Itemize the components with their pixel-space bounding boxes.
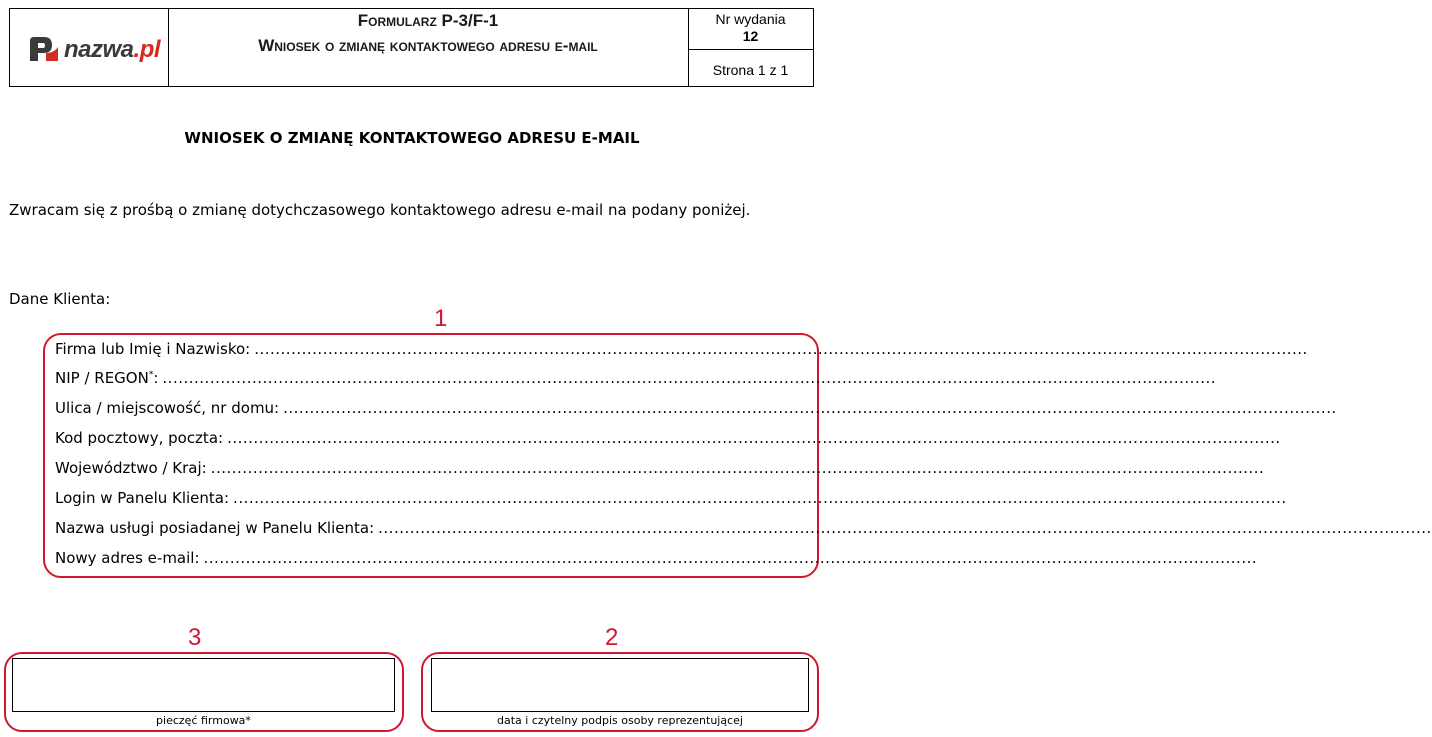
form-header	[9, 8, 814, 87]
field-label: Nazwa usługi posiadanej w Panelu Klienta:	[55, 519, 375, 537]
field-company-name[interactable]	[55, 340, 1308, 362]
edition-number: 12	[742, 28, 759, 44]
field-service-name[interactable]	[55, 519, 1432, 541]
dotted-line: ........................................................................................................................................................................................................	[203, 549, 1258, 567]
dotted-line: ........................................................................................................................................................................................................	[378, 519, 1432, 537]
form-title: Wniosek o zmianę kontaktowego adresu e-mail	[258, 36, 598, 55]
document-title: WNIOSEK O ZMIANĘ KONTAKTOWEGO ADRESU E-MAIL	[184, 129, 640, 147]
field-street-city[interactable]	[55, 399, 1337, 421]
dotted-line: ........................................................................................................................................................................................................	[233, 489, 1287, 507]
client-data-label: Dane Klienta:	[9, 290, 111, 308]
footnote-mark: *	[148, 370, 154, 380]
page-number: Strona 1 z 1	[712, 62, 789, 78]
form-code: Formularz P-3/F-1	[357, 11, 499, 30]
dotted-line: ........................................................................................................................................................................................................	[210, 459, 1265, 477]
field-label: Login w Panelu Klienta:	[55, 489, 230, 507]
edition-box	[688, 9, 813, 50]
dotted-line: ........................................................................................................................................................................................................	[254, 340, 1308, 358]
signature-caption: data i czytelny podpis osoby reprezentującej	[497, 714, 743, 727]
field-panel-login[interactable]	[55, 489, 1287, 511]
form-title-cell	[168, 9, 689, 86]
stamp-box[interactable]	[12, 658, 395, 712]
field-nip-regon[interactable]	[55, 369, 1217, 391]
field-new-email[interactable]	[55, 549, 1258, 571]
logo-mark-icon	[26, 35, 62, 65]
field-label: Firma lub Imię i Nazwisko:	[55, 340, 251, 358]
field-label: Ulica / miejscowość, nr domu:	[55, 399, 280, 417]
dotted-line: ........................................................................................................................................................................................................	[283, 399, 1337, 417]
field-label: Województwo / Kraj:	[55, 459, 207, 477]
callout-1: 1	[434, 305, 448, 332]
signature-box[interactable]	[431, 658, 809, 712]
field-label: NIP / REGON*:	[55, 369, 159, 387]
nazwa-pl-logo	[26, 35, 161, 65]
field-region-country[interactable]	[55, 459, 1265, 481]
edition-cell	[688, 9, 813, 86]
dotted-line: ........................................................................................................................................................................................................	[227, 429, 1281, 447]
intro-paragraph: Zwracam się z prośbą o zmianę dotychczasowego kontaktowego adresu e-mail na podany poniżej.	[9, 201, 751, 219]
dotted-line: ........................................................................................................................................................................................................	[162, 369, 1217, 387]
field-postal-code[interactable]	[55, 429, 1281, 451]
callout-2: 2	[605, 624, 619, 651]
edition-label: Nr wydania	[715, 11, 786, 27]
callout-3: 3	[188, 624, 202, 651]
field-label: Kod pocztowy, poczta:	[55, 429, 224, 447]
field-label: Nowy adres e-mail:	[55, 549, 200, 567]
logo-cell	[10, 9, 169, 86]
stamp-caption: pieczęć firmowa*	[156, 714, 251, 727]
logo-wordmark: nazwa.pl	[64, 36, 161, 63]
